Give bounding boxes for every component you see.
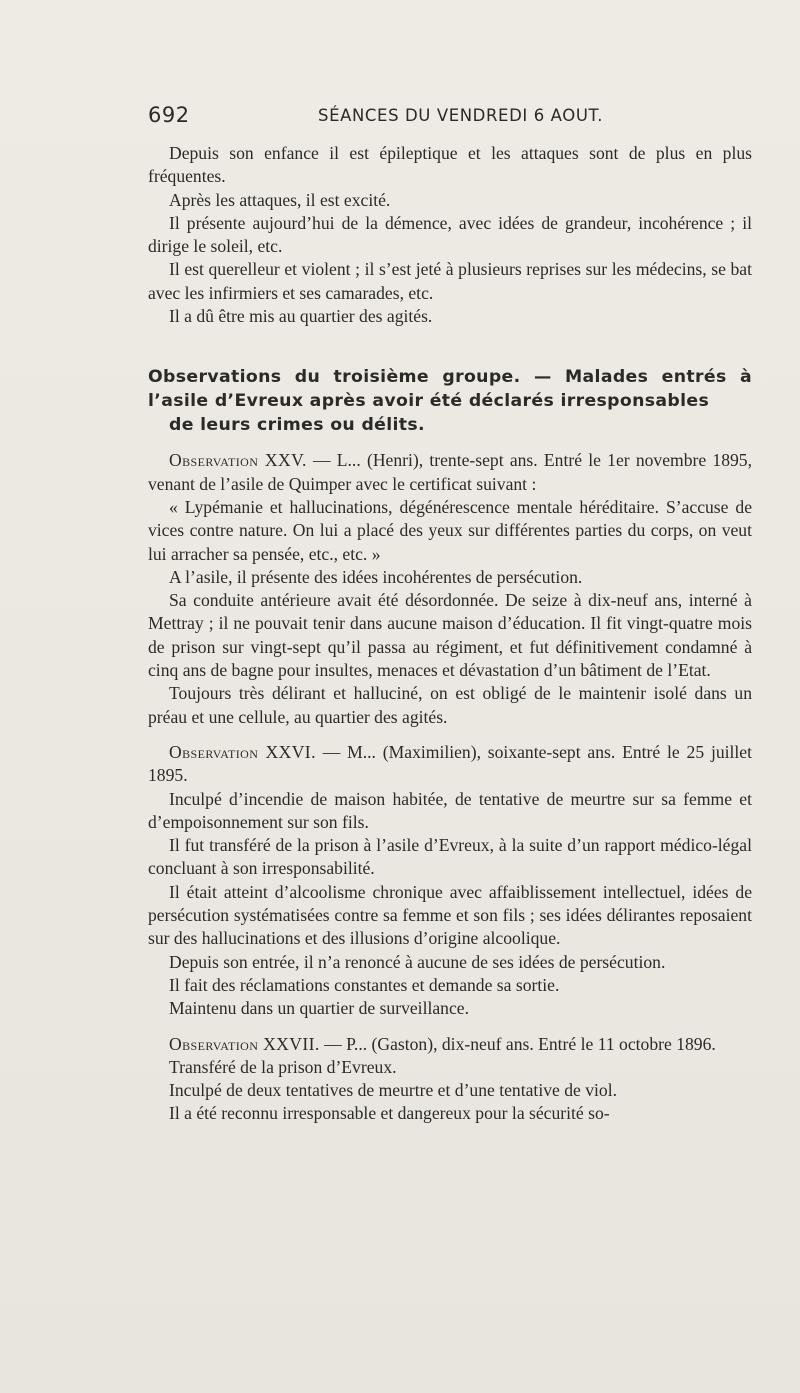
observation-26-paragraph-7: Maintenu dans un quartier de surveillance. [169,998,469,1019]
observation-25-label: Observation XXV. [169,450,307,471]
section-heading-line-1: Observations du troisième groupe. — Malades entrés à l’asile d’Evreux après avoir été déclarés irresponsables [148,367,752,412]
intro-paragraph-4: Il est querelleur et violent ; il s’est jeté à plusieurs reprises sur les médecins, se bat avec les infirmiers et ses camarades, etc. [148,259,752,303]
page-header [148,103,754,133]
observation-27-paragraph-4: Il a été reconnu irresponsable et dangereux pour la sécurité so- [169,1103,610,1124]
observation-26-paragraph-2: Inculpé d’incendie de maison habitée, de tentative de meurtre sur sa femme et d’empoisonnement sur son fils. [148,788,752,832]
observation-26-paragraph-5: Depuis son entrée, il n’a renoncé à aucune de ses idées de persécution. [169,951,666,972]
page-number: 692 [148,103,190,127]
spacer [148,437,752,449]
page-body [148,142,752,1126]
observation-25-paragraph-2: « Lypémanie et hallucinations, dégénérescence mentale héréditaire. S’accuse de vices contre nature. On lui a placé des yeux sur différentes parties du corps, on veut lui arracher sa pensée, etc., etc. » [148,496,752,564]
observation-27-intro [148,1033,752,1056]
spacer [148,1021,752,1033]
observation-25-paragraph-5: Toujours très délirant et halluciné, on est obligé de le maintenir isolé dans un préau et une cellule, au quartier des agités. [148,683,752,727]
intro-paragraph-3: Il présente aujourd’hui de la démence, avec idées de grandeur, incohérence ; il dirige le soleil, etc. [148,212,752,257]
observation-26-text: — M... (Maximilien), soixante-sept ans. Entré le 25 juillet 1895. [148,741,752,786]
section-heading-line-2: de leurs crimes ou délits. [169,415,425,436]
observation-26-intro [148,741,752,788]
observation-25-intro [148,449,752,496]
observation-27-label: Observation XXVII. [169,1033,320,1054]
observation-25-paragraph-3: A l’asile, il présente des idées incohérentes de persécution. [169,566,583,587]
running-head: SÉANCES DU VENDREDI 6 AOUT. [318,106,604,125]
spacer [148,328,752,365]
observation-26-paragraph-4: Il était atteint d’alcoolisme chronique avec affaiblissement intellectuel, idées de persécution systématisées contre sa femme et son fils ; ses idées délirantes reposaient sur des hallucinations et des illusions d’origine alcoolique. [148,881,752,949]
section-heading [148,365,752,437]
intro-paragraph-1: Depuis son enfance il est épileptique et les attaques sont de plus en plus fréquentes. [148,143,752,187]
observation-26-paragraph-6: Il fait des réclamations constantes et demande sa sortie. [169,974,560,995]
observation-27-paragraph-2: Transféré de la prison d’Evreux. [169,1056,397,1077]
observation-26-paragraph-3: Il fut transféré de la prison à l’asile d’Evreux, à la suite d’un rapport médico-légal concluant à son irresponsabilité. [148,835,752,879]
intro-paragraph-5: Il a dû être mis au quartier des agités. [169,306,433,327]
observation-27-paragraph-3: Inculpé de deux tentatives de meurtre et d’une tentative de viol. [169,1080,617,1101]
intro-paragraph-2: Après les attaques, il est excité. [169,189,391,210]
observation-27-text: — P... (Gaston), dix-neuf ans. Entré le 11 octobre 1896. [319,1033,716,1054]
spacer [148,729,752,741]
observation-25-text: — L... (Henri), trente-sept ans. Entré le 1er novembre 1895, venant de l’asile de Quimper avec le certificat suivant : [148,450,752,494]
observation-26-label: Observation XXVI. [169,741,316,762]
observation-25-paragraph-4: Sa conduite antérieure avait été désordonnée. De seize à dix-neuf ans, interné à Mettray ; il ne pouvait tenir dans aucune maison d’éducation. Il fit vingt-quatre mois de prison sur vingt-sept qu’il passa au régiment, et fut définitivement condamné à cinq ans de bagne pour insultes, menaces et dévastation d’un bâtiment de l’Etat. [148,590,752,681]
